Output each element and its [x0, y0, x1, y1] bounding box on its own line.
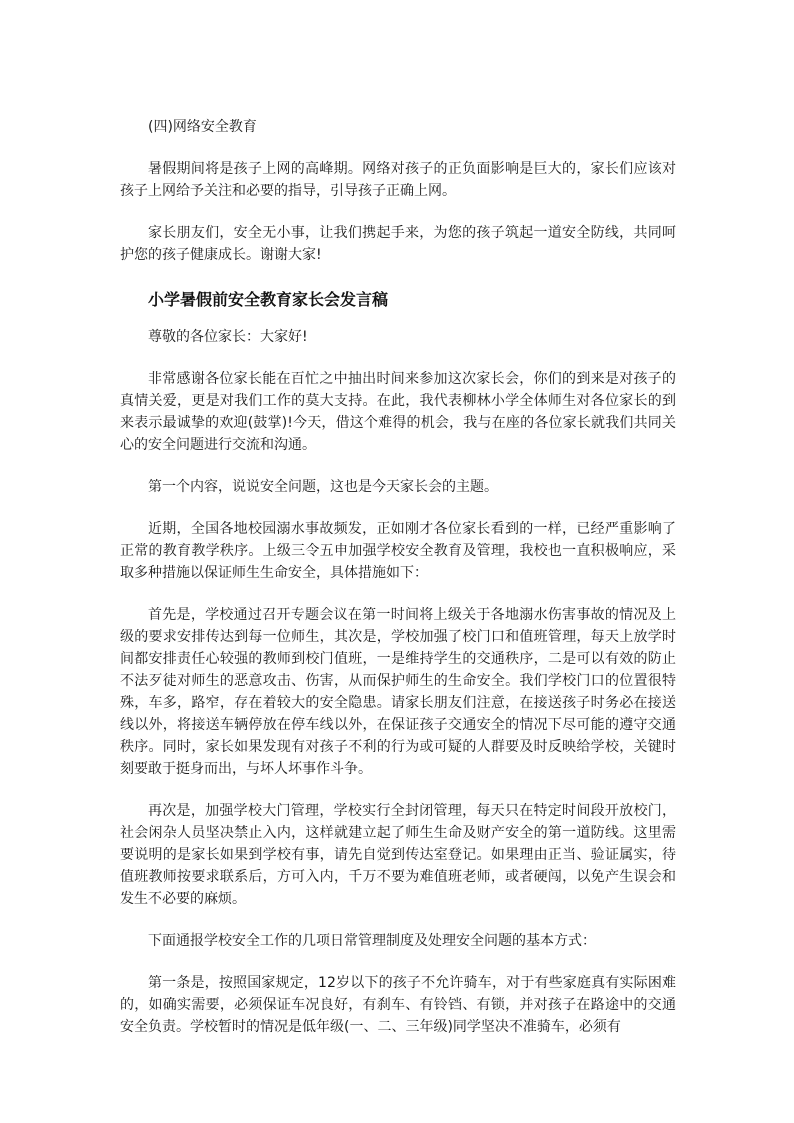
paragraph: 近期，全国各地校园溺水事故频发，正如刚才各位家长看到的一样，已经严重影响了正常的教育教学秩序。上级三令五申加强学校安全教育及管理，我校也一直积极响应，采取多种措施以保证师生生命安全，具体措施如下： — [120, 521, 676, 581]
paragraph: 非常感谢各位家长能在百忙之中抽出时间来参加这次家长会，你们的到来是对孩子的真情关爱，更是对我们工作的莫大支持。在此，我代表柳林小学全体师生对各位家长的到来表示最诚挚的欢迎(鼓掌)!今天，借这个难得的机会，我与在座的各位家长就我们共同关心的安全问题进行交流和沟通。 — [120, 371, 676, 453]
paragraph: 下面通报学校安全工作的几项日常管理制度及处理安全问题的基本方式： — [148, 933, 596, 949]
document-body — [120, 116, 676, 1038]
paragraph: 第一条是，按照国家规定，12岁以下的孩子不允许骑车，对于有些家庭真有实际困难的，如确实需要，必须保证车况良好，有刹车、有铃铛、有锁，并对孩子在路途中的交通安全负责。学校暂时的情况是低年级(一、二、三年级)同学坚决不准骑车，必须有 — [120, 975, 676, 1035]
document-title: 小学暑假前安全教育家长会发言稿 — [148, 290, 389, 309]
paragraph: 暑假期间将是孩子上网的高峰期。网络对孩子的正负面影响是巨大的，家长们应该对孩子上网给予关注和必要的指导，引导孩子正确上网。 — [120, 161, 676, 199]
paragraph: 家长朋友们，安全无小事，让我们携起手来，为您的孩子筑起一道安全防线，共同呵护您的孩子健康成长。谢谢大家! — [120, 225, 676, 263]
section-heading: (四)网络安全教育 — [148, 119, 257, 135]
greeting: 尊敬的各位家长：大家好! — [148, 329, 308, 345]
paragraph: 首先是，学校通过召开专题会议在第一时间将上级关于各地溺水伤害事故的情况及上级的要求安排传达到每一位师生，其次是，学校加强了校门口和值班管理，每天上放学时间都安排责任心较强的教师到校门值班，一是维持学生的交通秩序，二是可以有效的防止不法歹徒对师生的恶意攻击、伤害，从而保护师生的生命安全。我们学校门口的位置很特殊，车多，路窄，存在着较大的安全隐患。请家长朋友们注意，在接送孩子时务必在接送线以外，将接送车辆停放在停车线以外，在保证孩子交通安全的情况下尽可能的遵守交通秩序。同时，家长如果发现有对孩子不利的行为或可疑的人群要及时反映给学校，关键时刻要敢于挺身而出，与坏人坏事作斗争。 — [120, 607, 676, 777]
paragraph: 第一个内容，说说安全问题，这也是今天家长会的主题。 — [148, 479, 498, 495]
paragraph: 再次是，加强学校大门管理，学校实行全封闭管理，每天只在特定时间段开放校门，社会闲杂人员坚决禁止入内，这样就建立起了师生生命及财产安全的第一道防线。这里需要说明的是家长如果到学校有事，请先自觉到传达室登记。如果理由正当、验证属实，待值班教师按要求联系后，方可入内，千万不要为难值班老师，或者硬闯，以免产生误会和发生不必要的麻烦。 — [120, 803, 676, 907]
